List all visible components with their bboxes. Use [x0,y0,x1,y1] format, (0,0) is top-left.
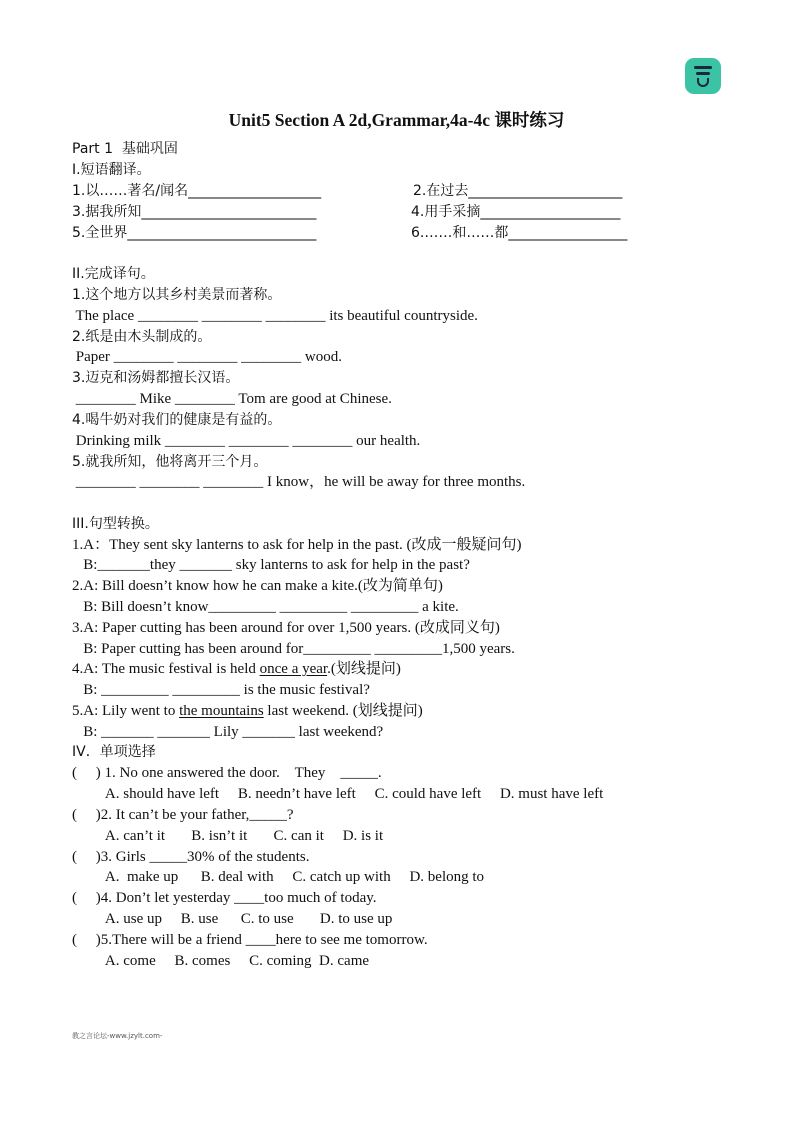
transform-4a [72,659,401,679]
mc-options-3: A. make up B. deal with C. catch up with D. belong to [72,869,485,885]
translation-prompt-3: 3.迈克和汤姆都擅长汉语。 [72,370,240,386]
mc-question-3: ( )3. Girls _____30% of the students. [72,849,310,865]
mc-options-2: A. can’t it B. isn’t it C. can it D. is it [72,828,384,844]
logo-bar-top [694,66,712,69]
translation-answer-1: The place ________ ________ ________ its beautiful countryside. [72,308,478,324]
logo-bar-middle [696,72,710,75]
mc-options-4: A. use up B. use C. to use D. to use up [72,911,393,927]
mc-question-2: ( )2. It can’t be your father,_____? [72,807,294,823]
translation-answer-4: Drinking milk ________ ________ ________ our health. [72,433,421,449]
transform-5b: B: _______ _______ Lily _______ last weekend? [72,724,384,740]
mc-question-5: ( )5.There will be a friend ____here to see me tomorrow. [72,932,428,948]
phrase-item-1: 1.以……著名/闻名___________________ [72,183,322,199]
transform-1a: 1.A：They sent sky lanterns to ask for help in the past. (改成一般疑问句) [72,537,522,553]
transform-5a-start: 5.A: Lily went to [72,703,180,719]
transform-3b: B: Paper cutting has been around for_________ _________1,500 years. [72,641,515,657]
jzylt-logo [685,58,721,94]
translation-answer-5: ________ ________ ________ I know，he will be away for three months. [72,474,526,490]
mc-options-1: A. should have left B. needn’t have left C. could have left D. must have left [72,786,604,802]
part-heading: Part 1 基础巩固 [72,141,178,157]
transform-2a: 2.A: Bill doesn’t know how he can make a kite.(改为简单句) [72,578,443,594]
page-title: Unit5 Section A 2d,Grammar,4a-4c 课时练习 [228,110,565,130]
translation-prompt-1: 1.这个地方以其乡村美景而著称。 [72,287,282,303]
transform-5a [72,701,423,721]
transform-4a-start: 4.A: The music festival is held [72,661,260,677]
translation-prompt-5: 5.就我所知，他将离开三个月。 [72,454,268,470]
transform-1b: B:_______they _______ sky lanterns to ask for help in the past? [72,557,470,573]
phrase-item-6: 6.……和……都_________________ [411,225,628,241]
section-3-heading: III.句型转换。 [72,516,159,532]
transform-3a: 3.A: Paper cutting has been around for over 1,500 years. (改成同义句) [72,620,500,636]
section-1-heading: I.短语翻译。 [72,162,151,178]
phrase-item-4: 4.用手采摘____________________ [411,204,621,220]
phrase-item-2: 2.在过去______________________ [413,183,623,199]
transform-2b: B: Bill doesn’t know_________ _________ _________ a kite. [72,599,459,615]
phrase-item-3: 3.据我所知_________________________ [72,204,317,220]
mc-question-4: ( )4. Don’t let yesterday ____too much of today. [72,890,377,906]
mc-options-5: A. come B. comes C. coming D. came [72,953,370,969]
section-4-heading: IV．单项选择 [72,744,156,760]
underlined-phrase: once a year [259,661,328,677]
translation-prompt-2: 2.纸是由木头制成的。 [72,329,212,345]
translation-answer-3: ________ Mike ________ Tom are good at Chinese. [72,391,392,407]
translation-prompt-4: 4.喝牛奶对我们的健康是有益的。 [72,412,282,428]
logo-smile-icon [697,78,709,87]
translation-answer-2: Paper ________ ________ ________ wood. [72,349,342,365]
section-2-heading: II.完成译句。 [72,266,155,282]
mc-question-1: ( ) 1. No one answered the door. They _____. [72,765,382,781]
footer-source: 教之言论坛-www.jzylt.com- [72,1032,163,1040]
transform-5a-end: last weekend. (划线提问) [263,703,423,719]
underlined-phrase: the mountains [179,703,264,719]
phrase-item-5: 5.全世界___________________________ [72,225,317,241]
transform-4b: B: _________ _________ is the music festival? [72,682,370,698]
transform-4a-end: .(划线提问) [327,661,401,677]
